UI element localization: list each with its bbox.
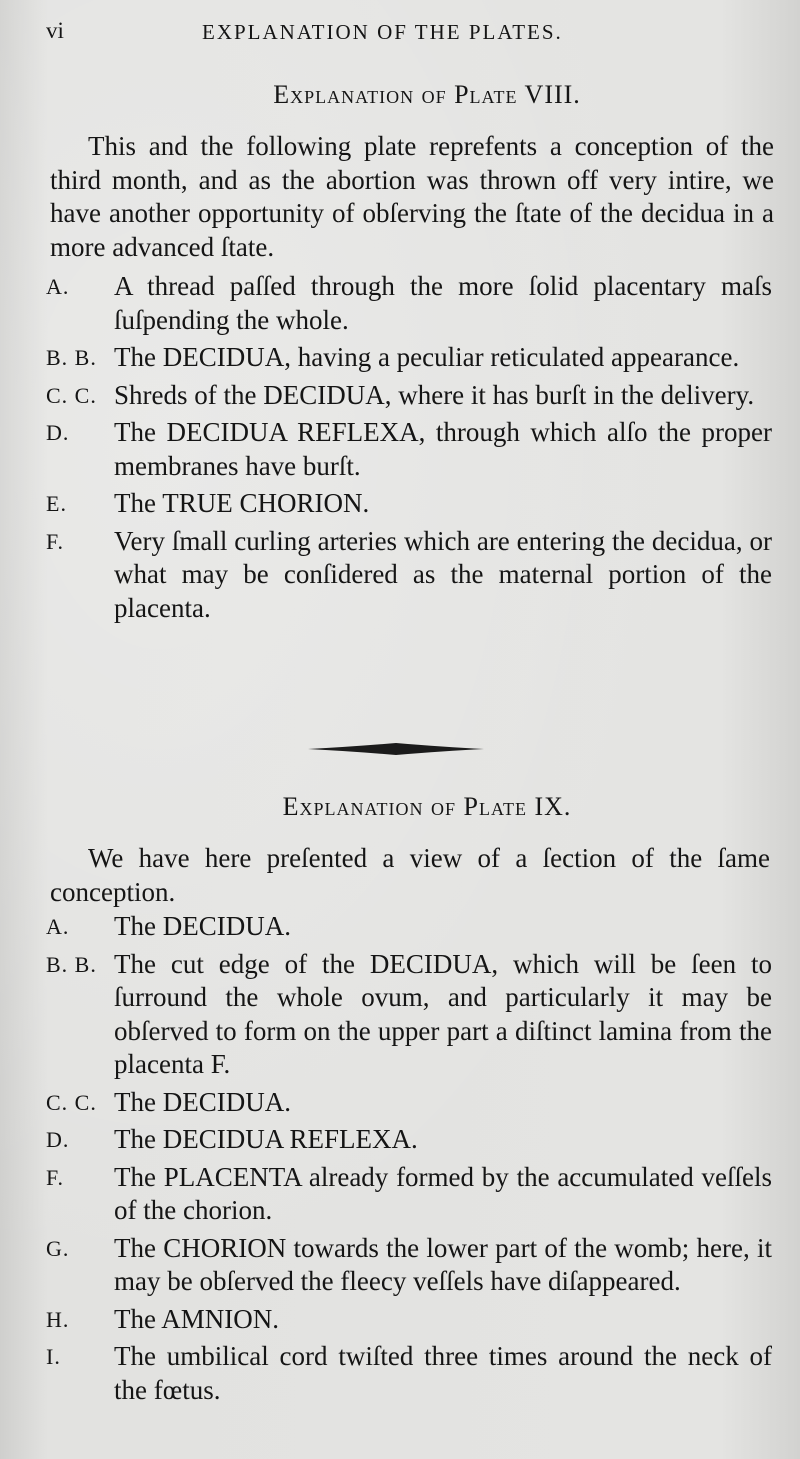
- entry-text: The PLACENTA already formed by the accumulated veſſels of the chorion.: [114, 1161, 772, 1225]
- entry-ref: D.: [46, 420, 70, 445]
- entry-text: Very ſmall curling arteries which are entering the decidua, or what may be conſidered as the maternal portion of the placenta.: [114, 525, 772, 623]
- entry-ref: C. C.: [46, 382, 97, 408]
- entry-ref: C. C.: [46, 1089, 97, 1115]
- entry-ref: F.: [46, 1164, 64, 1190]
- entry-ref: H.: [46, 1306, 70, 1332]
- plate-viii-intro: This and the following plate reprefents a conception of the third month, and as the abortion was thrown off very intire, we have another opportunity of obſerving the ſtate of the decidua in a more advanced ſtate.: [50, 131, 774, 262]
- plate-ix-intro: We have here preſented a view of a ſection of the ſame conception.: [50, 843, 770, 907]
- plate-ix-entry-h: [46, 1303, 772, 1337]
- plate-viii-entry-cc: [46, 379, 772, 413]
- plate-viii-entry-e: [46, 487, 772, 521]
- plate-viii-entry-bb: [46, 341, 772, 375]
- entry-text: The DECIDUA.: [114, 911, 291, 941]
- entry-text: The DECIDUA REFLEXA, through which alſo the proper membranes have burſt.: [114, 417, 772, 481]
- plate-ix-entry-d: [46, 1123, 772, 1157]
- entry-ref: B. B.: [46, 951, 97, 977]
- entry-text: The cut edge of the DECIDUA, which will be ſeen to ſurround the whole ovum, and particularly it may be obſerved to form on the upper part a diſtinct lamina from the placenta F.: [114, 948, 772, 1079]
- entry-ref: A.: [46, 274, 70, 299]
- page-number: vi: [46, 18, 64, 43]
- plate-ix-entry-g: [46, 1232, 772, 1299]
- entry-text: The DECIDUA, having a peculiar reticulated appearance.: [114, 342, 740, 372]
- entry-ref: A.: [46, 914, 70, 939]
- entry-text: The DECIDUA REFLEXA.: [114, 1124, 418, 1154]
- plate-ix-entries: [46, 910, 772, 1411]
- entry-ref: D.: [46, 1127, 70, 1152]
- plate-ix-entry-f: [46, 1161, 772, 1228]
- entry-text: Shreds of the DECIDUA, where it has burſt in the delivery.: [114, 379, 755, 410]
- entry-text: A thread paſſed through the more ſolid placentary maſs ſuſpending the whole.: [114, 271, 772, 335]
- entry-text: The DECIDUA.: [114, 1086, 291, 1117]
- plate-ix-title: Explanation of Plate IX.: [282, 792, 572, 821]
- entry-ref: B. B.: [46, 345, 97, 370]
- plate-ix-entry-bb: [46, 948, 772, 1082]
- entry-ref: E.: [46, 491, 67, 516]
- entry-ref: F.: [46, 528, 64, 554]
- plate-ix-entry-a: [46, 910, 772, 944]
- entry-text: The CHORION towards the lower part of the womb; here, it may be obſerved the fleecy veſſels have diſappeared.: [114, 1232, 772, 1296]
- plate-viii-title: Explanation of Plate VIII.: [273, 80, 581, 109]
- entry-ref: G.: [46, 1235, 70, 1261]
- plate-viii-entry-f: [46, 525, 772, 626]
- entry-text: The TRUE CHORION.: [114, 488, 370, 518]
- running-head: [46, 18, 768, 52]
- plate-ix-entry-cc: [46, 1086, 772, 1120]
- entry-ref: I.: [46, 1344, 61, 1369]
- ornamental-divider: [308, 742, 484, 756]
- plate-viii-entry-a: [46, 270, 772, 337]
- running-title: EXPLANATION OF THE PLATES.: [202, 20, 563, 44]
- plate-viii-entries: [46, 270, 772, 629]
- plate-viii-entry-d: [46, 416, 772, 483]
- plate-ix-entry-i: [46, 1340, 772, 1407]
- entry-text: The umbilical cord twiſted three times around the neck of the fœtus.: [114, 1341, 772, 1405]
- entry-text: The AMNION.: [114, 1303, 279, 1334]
